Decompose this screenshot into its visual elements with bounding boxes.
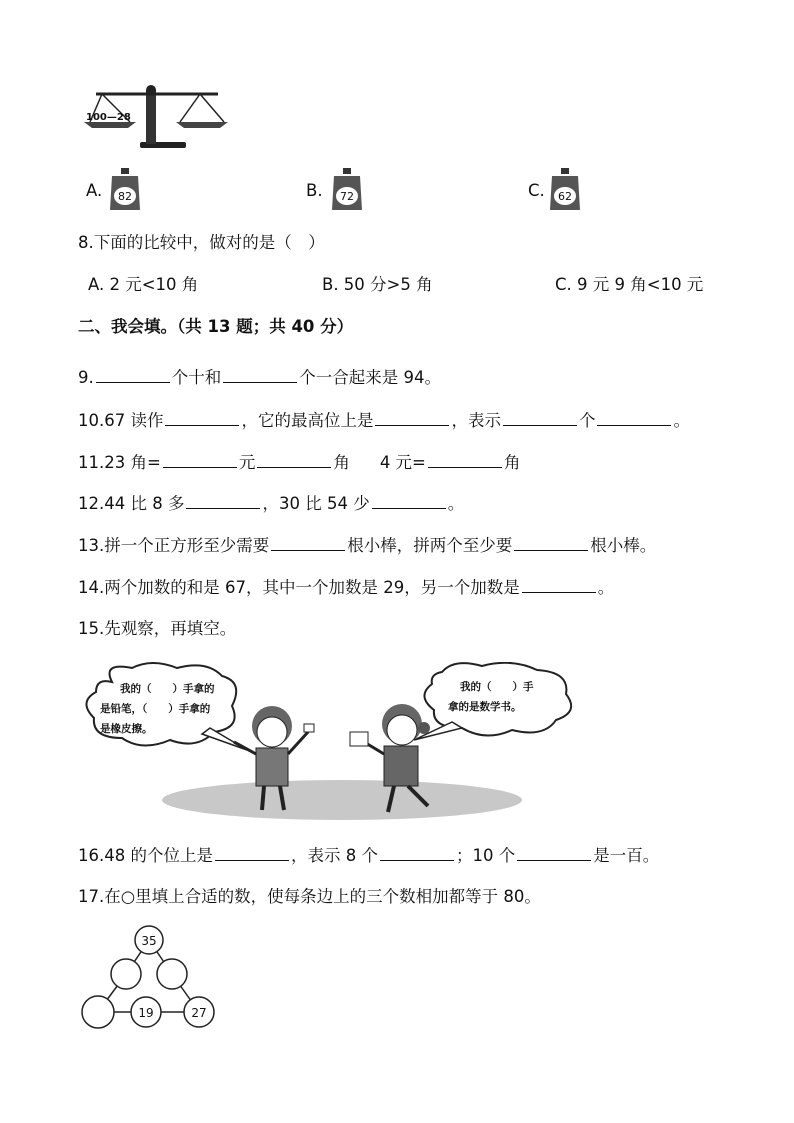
q16-blank-3[interactable] xyxy=(517,844,591,861)
q9-text-1: 9. xyxy=(78,368,94,387)
section-2-title: 二、我会填。（共 13 题；共 40 分） xyxy=(78,317,354,336)
q10-text-1: 10.67 读作 xyxy=(78,411,164,430)
weight-c-value: 62 xyxy=(558,190,572,203)
weight-icon-c xyxy=(548,166,582,212)
balance-scale-figure xyxy=(80,80,230,152)
weight-icon-b xyxy=(330,166,364,212)
q11-text-5: 角 xyxy=(503,453,521,472)
q16-text-1: 16.48 的个位上是 xyxy=(78,846,213,865)
q14-blank-1[interactable] xyxy=(522,576,596,593)
q8-option-b[interactable]: B. 50 分>5 角 xyxy=(322,275,433,294)
q11-blank-2[interactable] xyxy=(257,451,331,468)
q16-blank-2[interactable] xyxy=(380,844,454,861)
q7-option-c[interactable] xyxy=(528,180,545,202)
right-bubble-line-1: 我的（ ）手 xyxy=(460,681,534,693)
q7-option-b-letter: B. xyxy=(306,181,323,200)
q10-text-3: ，表示 xyxy=(451,411,501,430)
q7-option-a-letter: A. xyxy=(86,181,103,200)
q11-text-3: 角 xyxy=(333,453,350,472)
q10 xyxy=(78,409,690,432)
balance-label: 100—28 xyxy=(86,112,131,123)
left-bubble-line-1: 我的（ ）手拿的 xyxy=(120,683,215,695)
q12-text-1: 12.44 比 8 多 xyxy=(78,494,185,513)
q12-blank-2[interactable] xyxy=(372,492,446,509)
q13-blank-1[interactable] xyxy=(271,534,345,551)
q12-blank-1[interactable] xyxy=(186,492,260,509)
q8-option-c[interactable]: C. 9 元 9 角<10 元 xyxy=(555,275,704,294)
q10-text-2: ，它的最高位上是 xyxy=(241,411,374,430)
q12-text-3: 。 xyxy=(447,494,465,513)
q11 xyxy=(78,451,520,474)
q8-stem: 8.下面的比较中，做对的是（ ） xyxy=(78,233,325,252)
circle-mid-right[interactable] xyxy=(157,959,187,989)
circle-bottom-right-value: 27 xyxy=(191,1006,207,1020)
q14 xyxy=(78,576,614,599)
q17-stem: 17.在○里填上合适的数，使每条边上的三个数相加都等于 80。 xyxy=(78,887,541,906)
q11-blank-1[interactable] xyxy=(163,451,237,468)
q11-blank-3[interactable] xyxy=(428,451,502,468)
circle-mid-left[interactable] xyxy=(111,959,141,989)
q16-text-3: ；10 个 xyxy=(455,846,516,865)
q14-text-2: 。 xyxy=(597,578,615,597)
q11-text-4: 4 元= xyxy=(379,453,426,472)
q10-blank-4[interactable] xyxy=(597,409,671,426)
weight-a-value: 82 xyxy=(118,190,132,203)
weight-icon-a xyxy=(108,166,142,212)
q14-text-1: 14.两个加数的和是 67，其中一个加数是 29，另一个加数是 xyxy=(78,578,520,597)
q13-blank-2[interactable] xyxy=(514,534,588,551)
q16-text-2: ，表示 8 个 xyxy=(290,846,378,865)
q13-text-3: 根小棒。 xyxy=(590,536,657,555)
q13-text-2: 根小棒，拼两个至少要 xyxy=(347,536,513,555)
left-bubble-line-3: 是橡皮擦。 xyxy=(100,723,153,735)
q13-text-1: 13.拼一个正方形至少需要 xyxy=(78,536,270,555)
q9-text-2: 个十和 xyxy=(171,368,222,387)
q11-text-2: 元 xyxy=(238,453,256,472)
q8-option-a[interactable]: A. 2 元<10 角 xyxy=(88,275,199,294)
q12-text-2: ，30 比 54 少 xyxy=(262,494,370,513)
q7-option-b[interactable] xyxy=(306,180,323,202)
q15-illustration xyxy=(82,662,582,824)
ground-shadow xyxy=(162,780,522,820)
q16 xyxy=(78,844,659,867)
q11-text-1: 11.23 角= xyxy=(78,453,161,472)
q16-blank-1[interactable] xyxy=(215,844,289,861)
q17-triangle-diagram xyxy=(78,924,220,1032)
right-bubble-line-2: 拿的是数学书。 xyxy=(448,701,522,713)
q9 xyxy=(78,366,441,389)
circle-bottom-left[interactable] xyxy=(82,996,114,1028)
circle-top-value: 35 xyxy=(141,934,157,948)
left-bubble-line-2: 是铅笔，（ ）手拿的 xyxy=(100,703,211,715)
q10-blank-2[interactable] xyxy=(375,409,449,426)
q12 xyxy=(78,492,464,515)
q10-text-4: 个 xyxy=(578,411,596,430)
q7-option-c-letter: C. xyxy=(528,181,545,200)
q9-blank-2[interactable] xyxy=(223,366,297,383)
q16-text-4: 是一百。 xyxy=(593,846,660,865)
q10-blank-3[interactable] xyxy=(503,409,577,426)
weight-b-value: 72 xyxy=(340,190,354,203)
q13 xyxy=(78,534,656,557)
q7-option-a[interactable] xyxy=(86,180,102,202)
q10-blank-1[interactable] xyxy=(165,409,239,426)
q10-text-5: 。 xyxy=(673,411,690,430)
q9-blank-1[interactable] xyxy=(96,366,170,383)
q15-stem: 15.先观察，再填空。 xyxy=(78,619,237,638)
circle-bottom-mid-value: 19 xyxy=(138,1006,154,1020)
q9-text-3: 个一合起来是 94。 xyxy=(299,368,441,387)
